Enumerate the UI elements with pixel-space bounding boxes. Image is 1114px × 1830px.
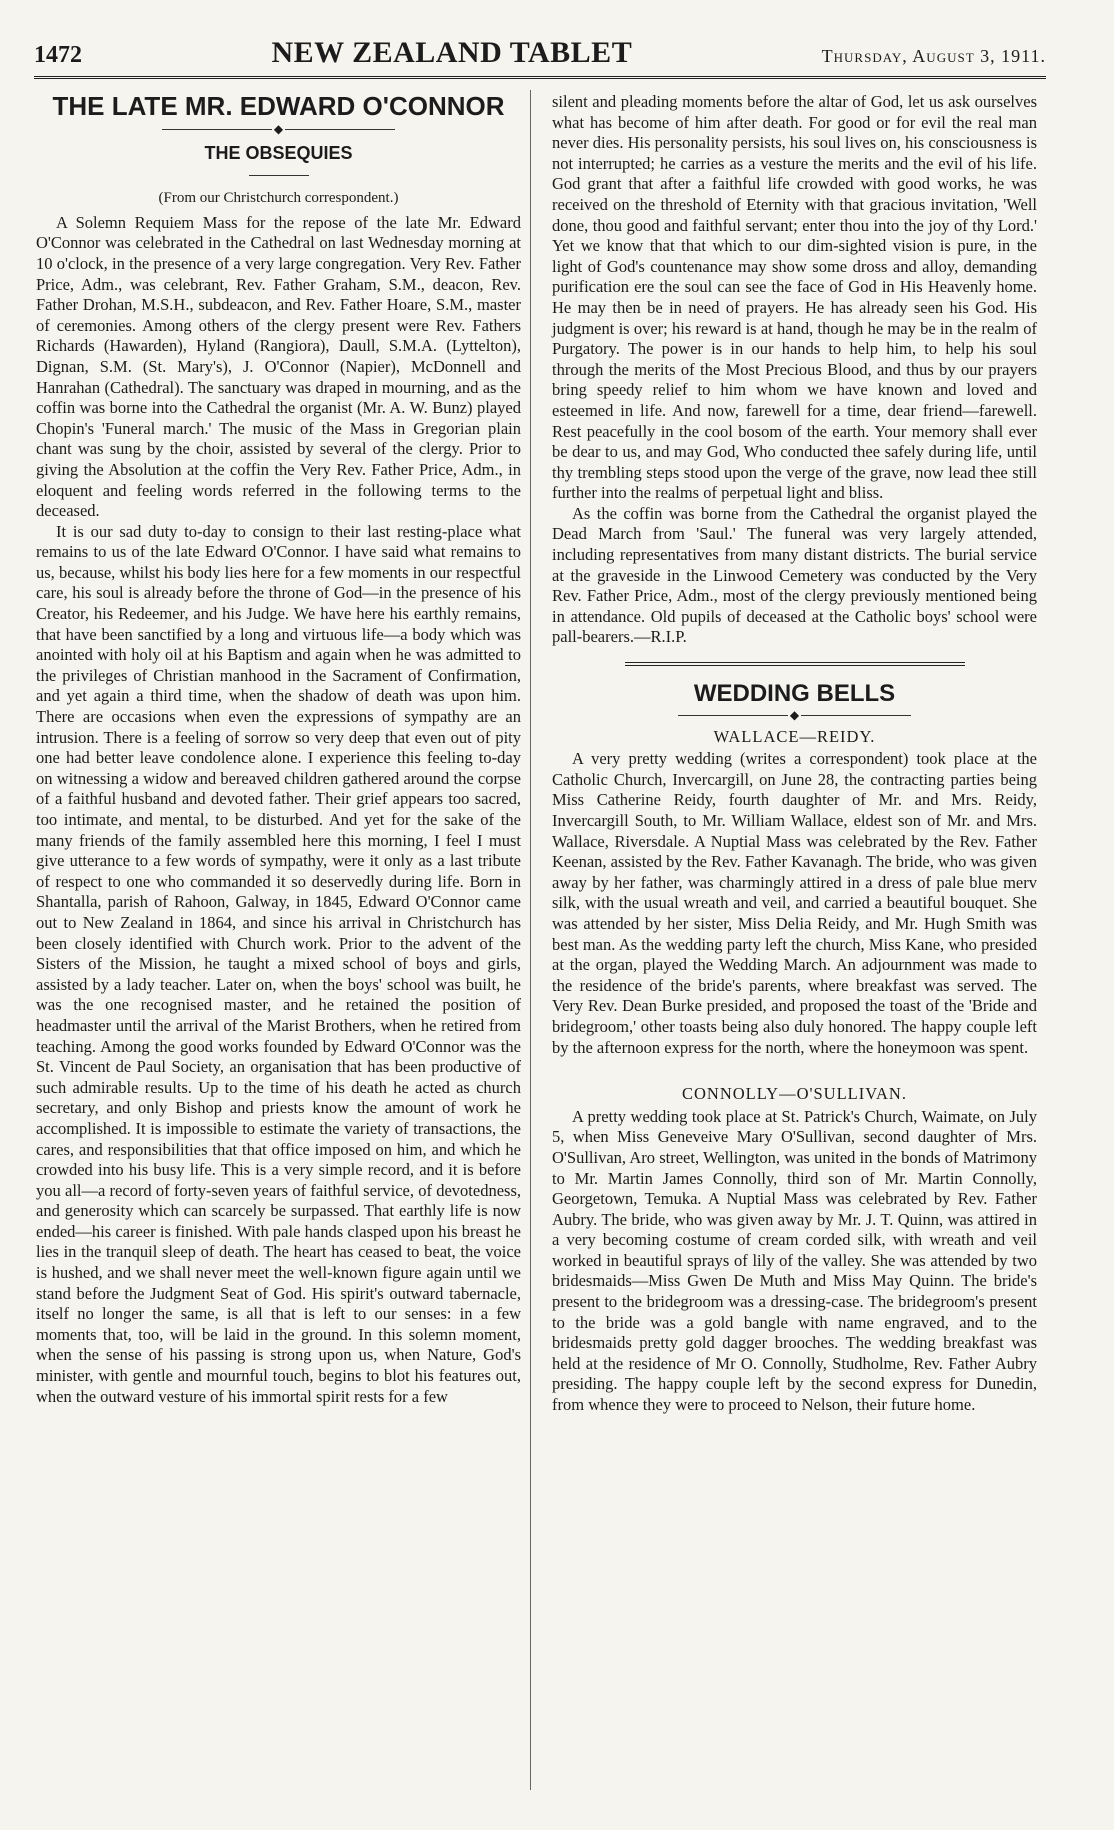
article-paragraph: As the coffin was borne from the Cathedral the organist played the Dead March from 'Saul.' The funeral was very largely attended, including representatives from many distant districts. The burial service at the graveside in the Linwood Cemetery was conducted by the Very Rev. Father Price, Adm., most of the clergy previously mentioned being in attendance. Old pupils of deceased at the Catholic boys' school were pall-bearers.—R.I.P. [552,503,1037,647]
ornament-divider-icon: ◆ [552,709,1037,721]
wedding-title: WALLACE—REIDY. [713,726,876,746]
article-paragraph: It is our sad duty to-day to consign to their last resting-place what remains to us of the late Edward O'Connor. I have said what remains to us, because, whilst his body lies here for a few moments in our respectful care, his soul is already before the throne of God—in the presence of his Creator, his Redeemer, and his Judge. We have here his earthly remains, that have been sanctified by a long and virtuous life—a body which was anointed with holy oil at his Baptism and again when he was admitted to the privileges of Christian manhood in the Sacrament of Confirmation, and yet again a third time, when the shadow of death was upon him. There are occasions when even the expressions of sympathy are an intrusion. There is a feeling of sorrow so very deep that even out of pity one had better leave condolence alone. I experience this feeling to-day on witnessing a widow and bereaved children gathered around the corpse of a faithful husband and devoted father. Their grief appears too sacred, too intimate, and mental, to be disturbed. And yet for the sake of the many friends of the family assembled here this morning, I feel I must give utterance to a few words of sympathy, were it only as a last tribute of respect to one who commanded it so deservedly during life. Born in Shantalla, parish of Rahoon, Galway, in 1845, Edward O'Connor came out to New Zealand in 1864, and since his arrival in Christchurch has been closely identified with Church work. Prior to the advent of the Sisters of the Mission, he taught a mixed school of boys and girls, assisted by a lady teacher. Later on, when the boys' school was built, he was the one recognised master, and he retained the position of headmaster until the arrival of the Marist Brothers, when he retired from teaching. Among the good works founded by Edward O'Connor was the St. Vincent de Paul Society, an organisation that has been productive of such admirable results. Up to the time of his death he acted as church secretary, and only Bishop and priests know the amount of work he accomplished. It is impossible to estimate the variety of transactions, the cares, and responsibilities that that office imposed on him, and which he crowded into his busy life. This is a very simple record, and it is before you all—a record of forty-seven years of faithful service, of devotedness, and generosity which can scarcely be surpassed. That earthly life is now ended—his career is finished. With pale hands clasped upon his breast he lies in the tranquil sleep of death. The heart has ceased to beat, the voice is hushed, and we shall never meet the well-known figure again until we stand before the Judgment Seat of God. His spirit's outward tabernacle, itself no longer the same, is all that is left to our senses: in a few moments that, too, will be laid in the ground. In this solemn moment, when the sense of his passing is strong upon us, when Nature, God's minister, with gentle and mournful touch, begins to blot his features out, when the outward vesture of his immortal spirit rests for a few [36,521,521,1406]
article-byline: (From our Christchurch correspondent.) [158,190,399,207]
masthead [34,36,1046,79]
article-paragraph: A Solemn Requiem Mass for the repose of the late Mr. Edward O'Connor was celebrated in the Cathedral on last Wednesday morning at 10 o'clock, in the presence of a very large congregation. Very Rev. Father Price, Adm., was celebrant, Rev. Father Graham, S.M., deacon, Rev. Father Drohan, M.S.H., subdeacon, and Rev. Father Hoare, S.M., master of ceremonies. Among others of the clergy present were Rev. Fathers Richards (Hawarden), Hyland (Rangiora), Daull, S.M.A. (Lyttelton), Dignan, S.M. (St. Mary's), J. O'Connor (Napier), McDonnell and Hanrahan (Cathedral). The sanctuary was draped in mourning, and as the coffin was borne into the Cathedral the organist (Mr. A. W. Bunz) played Chopin's 'Funeral march.' The music of the Mass in Gregorian plain chant was sung by the choir, assisted by several of the clergy. Prior to giving the Absolution at the coffin the Very Rev. Father Price, Adm., in eloquent and feeling words referred in the following terms to the deceased. [36,212,521,521]
short-divider [249,175,309,176]
column-divider [530,90,531,1790]
right-column [552,92,1037,1790]
page-number: 1472 [34,42,82,68]
article-paragraph: silent and pleading moments before the altar of God, let us ask ourselves what has become of him after death. For good or for evil the real man never dies. His personality persists, his soul lives on, his consciousness is not interrupted; he carries as a vesture the merits and the evil of his life. God grant that after a faithful life crowded with good works, he was received on the threshold of Eternity with that gracious invitation, 'Well done, thou good and faithful servant; enter thou into the joy of thy Lord.' Yet we know that that which to our dim-sighted vision is pure, in the light of God's countenance may show some dross and alloy, demanding purification ere the soul can see the face of God in His Heavenly home. He may then be in need of prayers. He has already seen his God. His judgment is over; his reward is at hand, though he may be in the realm of Purgatory. The power is in our hands to help him, to help his soul through the merits of the Most Precious Blood, and thus by our prayers bring speedy relief to him whom we have known and loved and esteemed in life. And now, farewell for a time, dear friend—farewell. Rest peacefully in the cool bosom of the earth. Your memory shall ever be dear to us, and may God, Who conducted thee safely during life, until thy trembling steps stood upon the verge of the grave, now lead thee still further into the realms of perpetual light and bliss. [552,92,1037,503]
issue-date: Thursday, August 3, 1911. [821,46,1046,66]
wedding-bells-headline: WEDDING BELLS [693,680,896,708]
wedding-title: CONNOLLY—O'SULLIVAN. [682,1084,907,1104]
left-column [36,92,521,1790]
wedding-paragraph: A very pretty wedding (writes a correspondent) took place at the Catholic Church, Invercargill, on June 28, the contracting parties being Miss Catherine Reidy, fourth daughter of Mr. and Mrs. Reidy, Invercargill South, to Mr. William Wallace, eldest son of Mr. and Mrs. Wallace, Riversdale. A Nuptial Mass was celebrated by the Rev. Father Keenan, assisted by the Rev. Father Kavanagh. The bride, who was given away by her father, was charmingly attired in a dress of pale blue merv silk, with the usual wreath and veil, and carried a beautiful bouquet. She was attended by her sister, Miss Delia Reidy, and Mr. Hugh Smith was best man. As the wedding party left the church, Miss Kane, who presided at the organ, played the Wedding March. An adjournment was made to the residence of the bride's parents, where breakfast was served. The Very Rev. Dean Burke presided, and proposed the toast of the 'Bride and bridegroom,' other toasts being also duly honored. The happy couple left by the afternoon express for the north, where the honeymoon was spent. [552,749,1037,1057]
section-divider [625,662,965,666]
paper-title: NEW ZEALAND TABLET [271,36,633,69]
article-subheadline: THE OBSEQUIES [204,142,353,163]
wedding-paragraph: A pretty wedding took place at St. Patrick's Church, Waimate, on July 5, when Miss Geneveive Mary O'Sullivan, second daughter of Mrs. O'Sullivan, Aro street, Wellington, was united in the bonds of Matrimony to Mr. Martin James Connolly, third son of Mr. Martin Connolly, Georgetown, Temuka. A Nuptial Mass was celebrated by Rev. Father Aubry. The bride, who was given away by Mr. J. T. Quinn, was attired in a very becoming costume of cream corded silk, with wreath and veil worked in beautiful sprays of lily of the valley. She was attended by two bridesmaids—Miss Gwen De Muth and Miss May Quinn. The bride's present to the bridegroom was a dressing-case. The bridegroom's present to the bride was a gold bangle with name engraved, and to the bridesmaids pretty gold dagger brooches. The wedding breakfast was held at the residence of Mr O. Connolly, Studholme, Rev. Father Aubry presiding. The happy couple left by the second express for Dunedin, from whence they were to proceed to Nelson, their future home. [552,1106,1037,1415]
ornament-divider-icon: ◆ [36,123,521,135]
article-headline: THE LATE MR. EDWARD O'CONNOR [52,91,505,121]
